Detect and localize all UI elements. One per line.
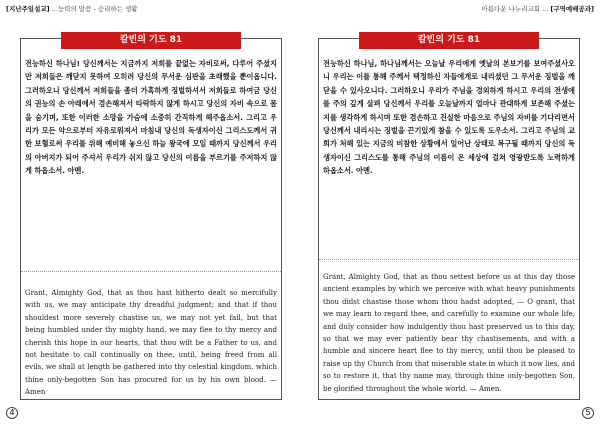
right-divider xyxy=(319,259,579,260)
right-header xyxy=(481,4,594,13)
right-title: 칼빈의 기도 81 xyxy=(359,32,539,49)
right-page xyxy=(300,0,600,424)
left-divider xyxy=(21,271,281,272)
right-prayer-box xyxy=(318,35,580,400)
right-korean-text: 전능하신 하나님, 하나님께서는 오늘날 우리에게 옛날의 본보기를 보여주셨사오니 우리는 이를 통해 주께서 택정하신 자들에게로 내리셨던 그 무서운 징벌을 깨닫을 수 있사오니다. 그러하오니 우리가 주님을 경외하게 하시고 우리의 전생애를 주의 깊게 살펴 당신께서 우리를 오늘날까지 얼마나 관대하게 보존해 주셨는지를 생각하게 하시며 또한 겸손하고 진실한 마음으로 주님의 자비를 기다리면서 당신께서 내리시는 징벌을 끈기있게 참을 수 있도록 도우소서. 그리고 주님의 교회가 처해 있는 지금의 비참한 상황에서 일어난 상태로 복구될 때까지 당신의 독생자이신 그리스도를 통해 주님의 이름이 온 세상에 걸쳐 영광받도록 노력하게 하옵소서. 아멘. xyxy=(323,59,575,176)
left-english-text: Grant, Almighty God, that as thou hast hitherto dealt so mercifully with us, we may anticipate thy dreadful judgment; and that if thou shouldest more severely chastise us, we may not yet fail, but that being humbled under thy mighty hand, we may flee to thy mercy and cherish this hope in our hearts, that thou wilt be a Father to us, and not hesitate to call continually on thee, until, being freed from all evils, we shall at length be gathered into thy celestial kingdom, which thine only-begotten Son has procured for us by his own blood. — Amen xyxy=(25,289,277,397)
right-page-number: 5 xyxy=(582,407,594,419)
right-english-text: Grant, Almighty God, that as thou settest before us at this day those ancient examples by which we perceive with what heavy punishments thou didst chastise those whom thou hadst adopted, — O grant, that we may learn to regard thee, and carefully to examine our whole life, and duly consider how indulgently thou hast preserved us to this day, so that we may ever patiently bear thy chastisements, and with a humble and sincere heart flee to thy mercy, until thou be pleased to raise up thy Church from that miserable state in which it now lies, and so to restore it, that thy name may, through thine only-begotten Son, be glorified throughout the whole world. — Amen. xyxy=(323,273,575,393)
left-header-text: ...능력의 말씀 - 승리하는 생활 xyxy=(49,5,138,13)
left-header-tag: [지난주일설교] xyxy=(6,5,50,13)
right-header-text: 아름다운 나누리교회 ... xyxy=(481,5,551,13)
left-korean-text: 전능하신 하나님! 당신께서는 지금까지 저희를 끝없는 자비로써, 다루어 주셨지만 저희들은 깨닫지 못하여 오히려 당신의 무서운 심판을 초래했을 뿐이옵니다. 그러하오니 당신께서 저희들을 좀더 가혹하게 징벌하셔서 저희들로 하여금 당신의 권능의 손 아래에서 겸손해져서 타락하지 않게 하시고 당신의 자비 속으로 몸을 숨기며, 또한 이러한 소망을 가슴에 소중히 간직하게 해주옵소서. 그리고 우리가 모든 악으로부터 자유로워져서 마침내 당신의 독생자이신 그리스도께서 귀한 보혈로써 우리를 위해 예비해 놓으신 하늘 왕국에 모일 때까지 당신께서 우리의 아버지가 되어 주셔서 우리가 쉬지 않고 당신의 이름을 부르기를 주저하지 않게 하옵소서. 아멘. xyxy=(25,59,277,176)
left-page-number: 4 xyxy=(6,407,18,419)
left-prayer-box xyxy=(20,35,282,400)
right-header-tag: [구역예배공과] xyxy=(550,5,594,13)
left-title: 칼빈의 기도 81 xyxy=(61,32,241,49)
left-header xyxy=(6,4,138,13)
